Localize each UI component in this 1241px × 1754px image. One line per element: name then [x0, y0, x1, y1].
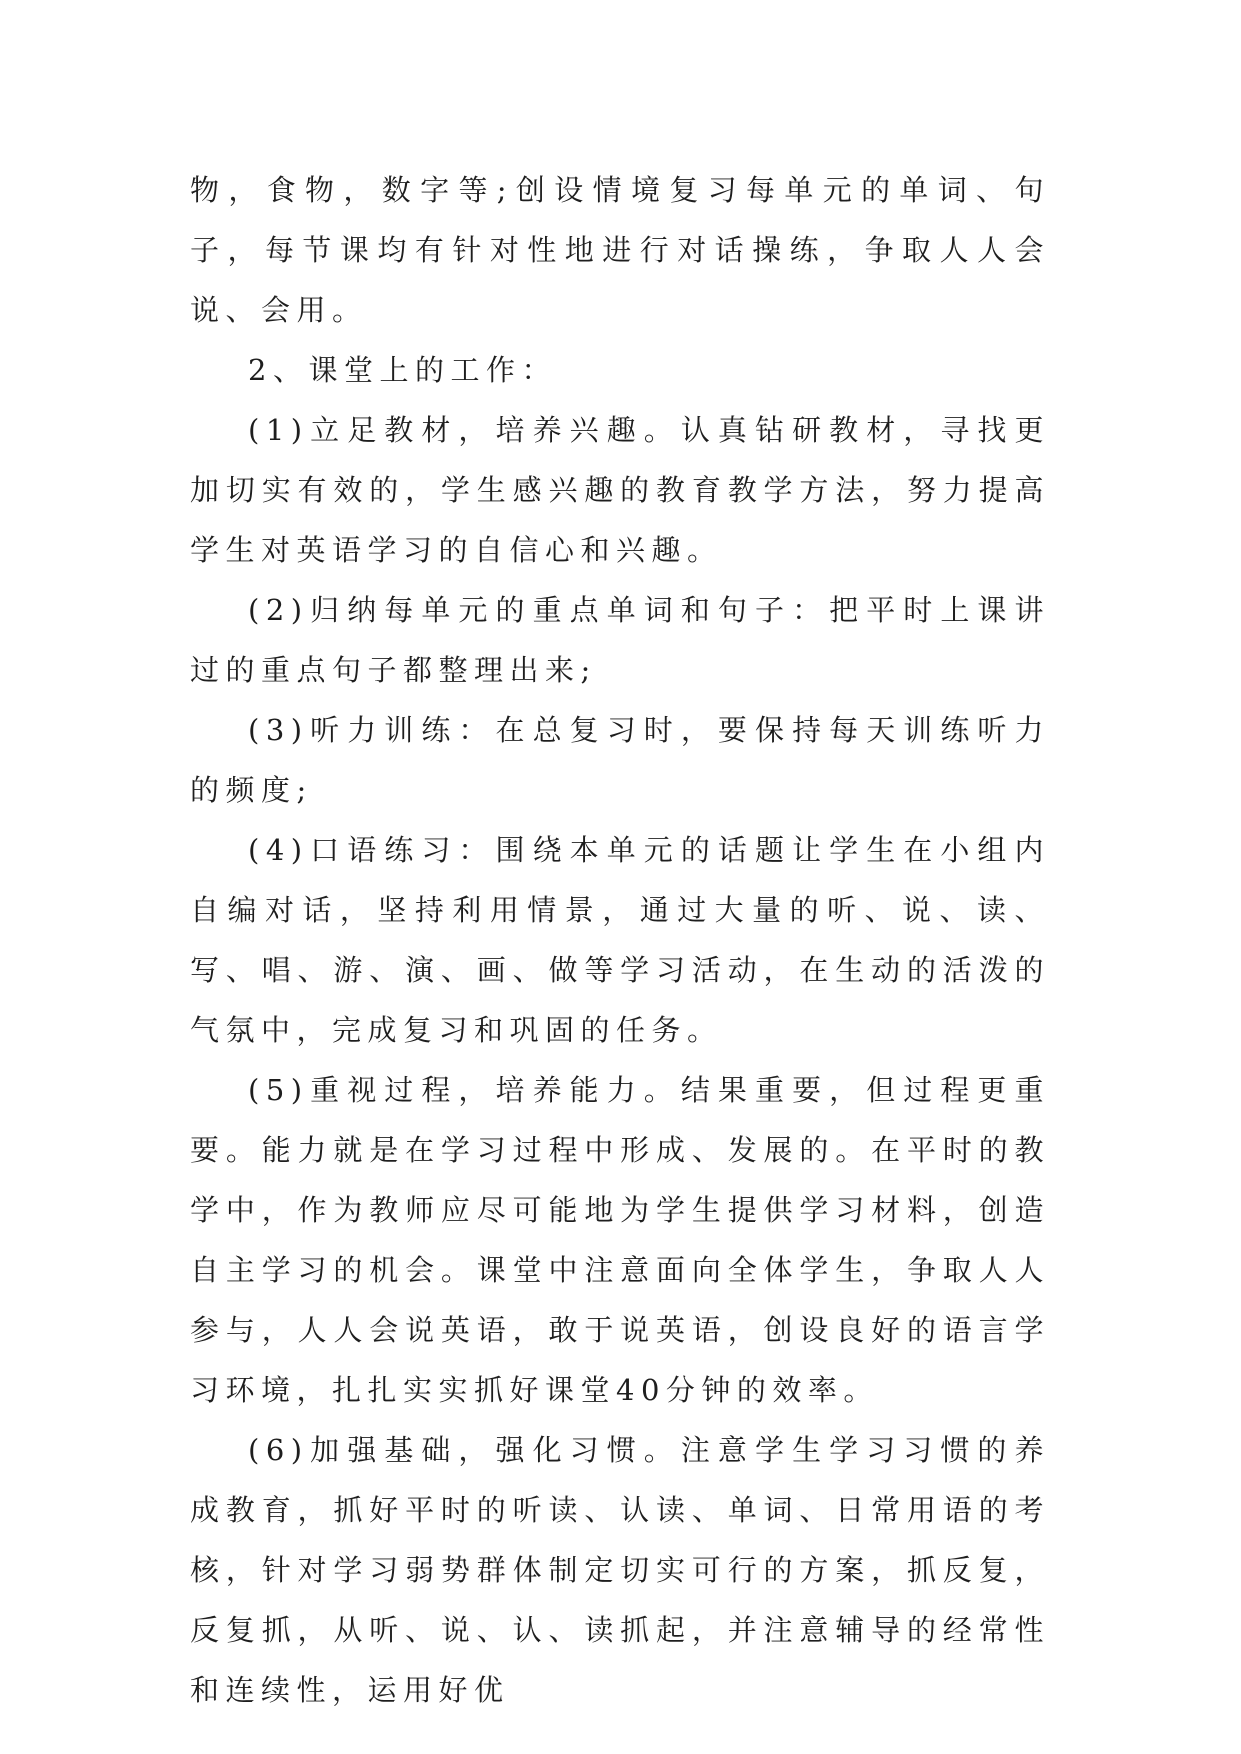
paragraph-item-3: (3)听力训练：在总复习时，要保持每天训练听力的频度; [190, 713, 1050, 807]
section-heading-classroom-work: 2、课堂上的工作： [248, 353, 557, 387]
paragraph-continuation: 物，食物，数字等;创设情境复习每单元的单词、句子，每节课均有针对性地进行对话操练，争取人人会说、会用。 [190, 173, 1050, 327]
paragraph-item-1: (1)立足教材，培养兴趣。认真钻研教材，寻找更加切实有效的，学生感兴趣的教育教学方法，努力提高学生对英语学习的自信心和兴趣。 [190, 413, 1050, 567]
paragraph-item-5: (5)重视过程，培养能力。结果重要，但过程更重要。能力就是在学习过程中形成、发展的。在平时的教学中，作为教师应尽可能地为学生提供学习材料，创造自主学习的机会。课堂中注意面向全体学生，争取人人参与，人人会说英语，敢于说英语，创设良好的语言学习环境，扎扎实实抓好课堂40分钟的效率。 [190, 1073, 1050, 1407]
body-text [190, 160, 1050, 1720]
paragraph-item-6: (6)加强基础，强化习惯。注意学生学习习惯的养成教育，抓好平时的听读、认读、单词、日常用语的考核，针对学习弱势群体制定切实可行的方案，抓反复，反复抓，从听、说、认、读抓起，并注意辅导的经常性和连续性，运用好优 [190, 1433, 1050, 1707]
paragraph-item-2: (2)归纳每单元的重点单词和句子：把平时上课讲过的重点句子都整理出来; [190, 593, 1050, 687]
paragraph-item-4: (4)口语练习：围绕本单元的话题让学生在小组内自编对话，坚持利用情景，通过大量的听、说、读、写、唱、游、演、画、做等学习活动，在生动的活泼的气氛中，完成复习和巩固的任务。 [190, 833, 1050, 1047]
